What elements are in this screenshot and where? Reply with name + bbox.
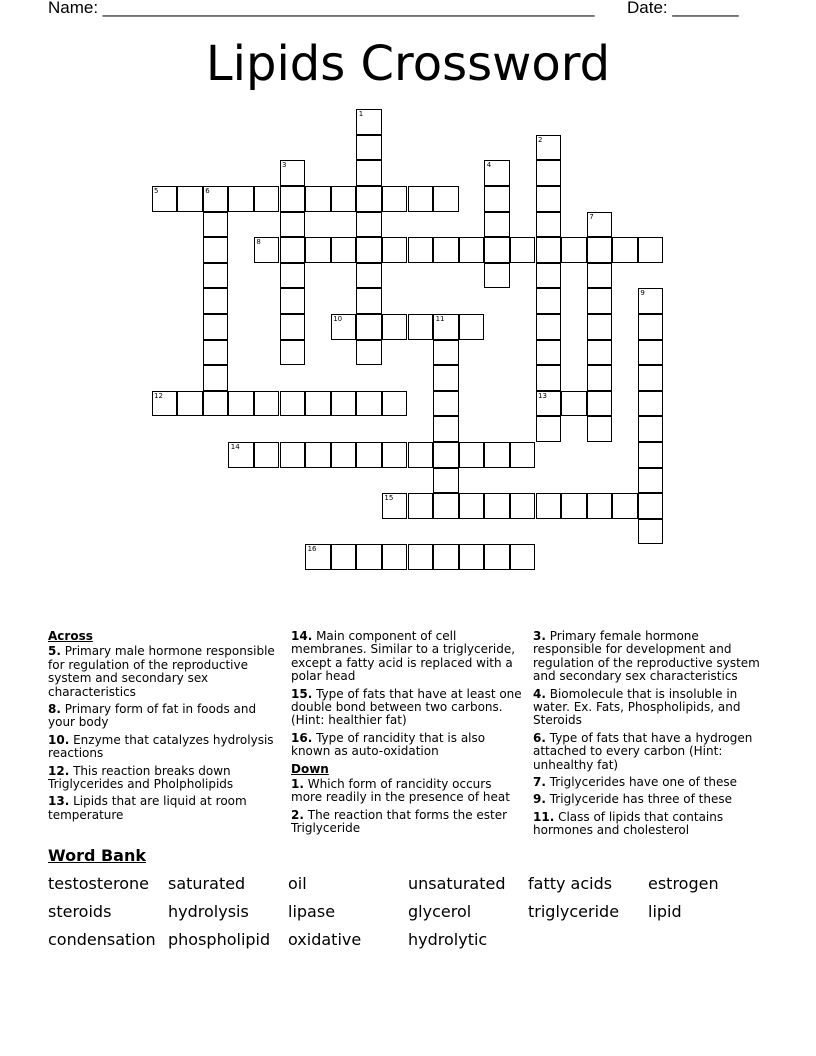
grid-cell[interactable]: [356, 135, 382, 161]
grid-cell[interactable]: [510, 493, 536, 519]
grid-cell[interactable]: [331, 391, 357, 417]
grid-cell[interactable]: [510, 237, 536, 263]
grid-cell[interactable]: [331, 544, 357, 570]
clue-item-text: Enzyme that catalyzes hydrolysis reactions: [48, 732, 274, 761]
name-field-label: Name: ____________________________________________________: [48, 0, 595, 17]
grid-cell[interactable]: [459, 442, 485, 468]
clue-item-text: Class of lipids that contains hormones and cholesterol: [533, 809, 724, 838]
clue-item-number: 8.: [48, 702, 61, 717]
grid-cell[interactable]: [203, 391, 229, 417]
grid-cell[interactable]: [484, 212, 510, 238]
grid-cell[interactable]: [638, 519, 664, 545]
word-bank-item: unsaturated: [408, 874, 506, 893]
grid-cell[interactable]: [203, 237, 229, 263]
grid-cell[interactable]: [382, 186, 408, 212]
grid-cell[interactable]: [280, 288, 306, 314]
grid-cell[interactable]: [587, 237, 613, 263]
grid-cell[interactable]: [408, 493, 434, 519]
clues-column-1: [48, 630, 280, 826]
grid-cell[interactable]: [356, 212, 382, 238]
grid-cell[interactable]: [638, 493, 664, 519]
clue-item-number: 13.: [48, 794, 70, 809]
clue-item: [533, 776, 765, 789]
across-heading: Across: [48, 629, 93, 643]
clue-number: 8: [256, 238, 261, 247]
grid-cell[interactable]: [305, 391, 331, 417]
grid-cell[interactable]: [356, 237, 382, 263]
clue-number: 2: [538, 135, 543, 144]
grid-cell[interactable]: [433, 468, 459, 494]
grid-cell[interactable]: [536, 160, 562, 186]
page-title: Lipids Crossword: [205, 36, 611, 92]
clue-number: 9: [640, 289, 645, 298]
grid-cell[interactable]: [638, 340, 664, 366]
clue-number: 4: [486, 161, 492, 170]
grid-cell[interactable]: [433, 391, 459, 417]
clue-number: 14: [230, 443, 240, 451]
grid-cell[interactable]: [408, 442, 434, 468]
grid-cell[interactable]: [561, 493, 587, 519]
grid-cell[interactable]: [638, 391, 664, 417]
clue-number: 5: [154, 187, 159, 195]
grid-cell[interactable]: [254, 442, 280, 468]
grid-cell[interactable]: [382, 442, 408, 468]
word-bank-item: glycerol: [408, 902, 472, 921]
grid-cell[interactable]: [433, 365, 459, 391]
clue-number: 16: [307, 545, 317, 554]
word-bank-item: lipase: [288, 902, 336, 921]
grid-cell[interactable]: [433, 186, 459, 212]
clue-item-number: 14.: [291, 629, 313, 643]
grid-cell[interactable]: [203, 212, 229, 238]
grid-cell[interactable]: [536, 314, 562, 340]
clue-item: [533, 793, 765, 806]
grid-cell[interactable]: [408, 237, 434, 263]
grid-cell[interactable]: [433, 493, 459, 519]
grid-cell[interactable]: [587, 493, 613, 519]
grid-cell[interactable]: [638, 416, 664, 442]
clue-item-number: 7.: [533, 775, 546, 790]
clue-item-text: Type of fats that have a hydrogen attached to every carbon (Hint: unhealthy fat): [533, 730, 753, 772]
clue-item-text: Primary female hormone responsible for development and regulation of the reproductive system and secondary sex characteristics: [533, 629, 760, 684]
grid-cell[interactable]: [587, 416, 613, 442]
grid-cell[interactable]: [280, 160, 306, 186]
grid-cell[interactable]: [459, 493, 485, 519]
grid-cell[interactable]: [331, 237, 357, 263]
clue-number: 15: [384, 494, 394, 503]
grid-cell[interactable]: [638, 365, 664, 391]
grid-cell[interactable]: [433, 314, 459, 340]
grid-cell[interactable]: [203, 263, 229, 289]
grid-cell[interactable]: [356, 109, 382, 135]
clue-item-number: 3.: [533, 629, 546, 643]
grid-cell[interactable]: [228, 442, 254, 468]
clue-item-number: 5.: [48, 644, 61, 659]
clue-item-text: Triglycerides have one of these: [545, 775, 738, 790]
clue-number: 6: [205, 187, 210, 195]
grid-cell[interactable]: [536, 365, 562, 391]
grid-cell[interactable]: [536, 340, 562, 366]
grid-cell[interactable]: [356, 288, 382, 314]
clue-item: [533, 630, 765, 684]
clue-item-number: 15.: [291, 686, 313, 701]
clue-item-text: Lipids that are liquid at room temperature: [48, 794, 247, 822]
clue-item-text: Triglyceride has three of these: [545, 792, 732, 807]
word-bank-item: oil: [288, 874, 307, 893]
grid-cell[interactable]: [305, 544, 331, 570]
down-heading: Down: [291, 761, 329, 776]
grid-cell[interactable]: [484, 544, 510, 570]
clue-number: 12: [154, 391, 163, 400]
clue-item: [48, 645, 280, 699]
grid-cell[interactable]: [433, 237, 459, 263]
clue-item: [533, 811, 765, 838]
word-bank-item: phospholipid: [168, 930, 271, 949]
grid-cell[interactable]: [587, 391, 613, 417]
grid-cell[interactable]: [254, 186, 280, 212]
clue-item-number: 11.: [533, 809, 555, 824]
clue-item-number: 9.: [533, 792, 546, 807]
clue-item-text: Which form of rancidity occurs more readily in the presence of heat: [291, 777, 510, 805]
grid-cell[interactable]: [408, 314, 434, 340]
grid-cell[interactable]: [280, 442, 306, 468]
grid-cell[interactable]: [638, 288, 664, 314]
grid-cell[interactable]: [356, 544, 382, 570]
clue-item-number: 2.: [291, 807, 304, 822]
grid-cell[interactable]: [203, 314, 229, 340]
grid-cell[interactable]: [536, 212, 562, 238]
clue-item: [48, 795, 280, 822]
grid-cell[interactable]: [587, 212, 613, 238]
grid-cell[interactable]: [228, 186, 254, 212]
clue-item: [291, 778, 523, 805]
clue-item-number: 16.: [291, 730, 313, 745]
word-bank-item: oxidative: [288, 930, 362, 949]
grid-cell[interactable]: [459, 544, 485, 570]
grid-cell[interactable]: [280, 391, 306, 417]
clue-item-text: Biomolecule that is insoluble in water. Ex. Fats, Phospholipids, and Steroids: [533, 686, 741, 728]
clue-item-text: Type of rancidity that is also known as auto-oxidation: [291, 730, 486, 759]
clue-item-number: 4.: [533, 686, 546, 701]
clue-number: 3: [282, 161, 287, 170]
word-bank-item: testosterone: [48, 874, 149, 893]
grid-cell[interactable]: [433, 442, 459, 468]
clue-item-text: Type of fats that have at least one double bond between two carbons. (Hint: healthier fat): [291, 686, 522, 728]
grid-cell[interactable]: [331, 314, 357, 340]
grid-cell[interactable]: [587, 340, 613, 366]
grid-cell[interactable]: [280, 186, 306, 212]
clue-item-text: Primary male hormone responsible for regulation of the reproductive system and secondary sex characteristics: [48, 644, 275, 699]
grid-cell[interactable]: [177, 391, 203, 417]
grid-cell[interactable]: [536, 416, 562, 442]
word-bank-item: hydrolysis: [168, 902, 249, 921]
grid-cell[interactable]: [305, 237, 331, 263]
grid-cell[interactable]: [254, 391, 280, 417]
grid-cell[interactable]: [638, 442, 664, 468]
grid-cell[interactable]: [356, 340, 382, 366]
grid-cell[interactable]: [356, 391, 382, 417]
grid-cell[interactable]: [638, 237, 664, 263]
clue-number: 10: [333, 315, 343, 323]
grid-cell[interactable]: [356, 442, 382, 468]
grid-cell[interactable]: [510, 544, 536, 570]
grid-cell[interactable]: [536, 186, 562, 212]
grid-cell[interactable]: [484, 160, 510, 186]
grid-cell[interactable]: [280, 263, 306, 289]
grid-cell[interactable]: [408, 186, 434, 212]
grid-cell[interactable]: [536, 263, 562, 289]
grid-cell[interactable]: [382, 314, 408, 340]
grid-cell[interactable]: [356, 186, 382, 212]
grid-cell[interactable]: [331, 186, 357, 212]
grid-cell[interactable]: [536, 237, 562, 263]
clue-item: [48, 765, 280, 792]
clue-item: [48, 734, 280, 761]
clues-column-3: [533, 630, 765, 842]
word-bank-item: condensation: [48, 930, 156, 949]
clue-item: [533, 688, 765, 728]
grid-cell[interactable]: [536, 135, 562, 161]
grid-cell[interactable]: [203, 186, 229, 212]
grid-cell[interactable]: [484, 186, 510, 212]
grid-cell[interactable]: [228, 391, 254, 417]
grid-cell[interactable]: [408, 544, 434, 570]
clue-item: [291, 630, 523, 684]
clue-number: 7: [589, 212, 594, 221]
grid-cell[interactable]: [305, 186, 331, 212]
grid-cell[interactable]: [280, 237, 306, 263]
word-bank-title: Word Bank: [48, 846, 147, 865]
grid-cell[interactable]: [305, 442, 331, 468]
clue-item-text: The reaction that forms the ester Triglyceride: [291, 807, 508, 836]
grid-cell[interactable]: [382, 544, 408, 570]
word-bank-item: saturated: [168, 874, 246, 893]
grid-cell[interactable]: [382, 391, 408, 417]
clue-item: [533, 732, 765, 772]
grid-cell[interactable]: [152, 391, 178, 417]
clue-item-text: This reaction breaks down Triglycerides and Pholpholipids: [48, 763, 234, 792]
grid-cell[interactable]: [612, 493, 638, 519]
grid-cell[interactable]: [612, 237, 638, 263]
clue-number: 13: [538, 391, 547, 400]
grid-cell[interactable]: [536, 288, 562, 314]
clue-item-number: 12.: [48, 763, 70, 778]
clue-item-text: Primary form of fat in foods and your body: [48, 702, 257, 730]
grid-cell[interactable]: [510, 442, 536, 468]
grid-cell[interactable]: [382, 237, 408, 263]
grid-cell[interactable]: [459, 314, 485, 340]
clue-item: [291, 732, 523, 759]
word-bank-item: triglyceride: [528, 902, 620, 921]
grid-cell[interactable]: [280, 314, 306, 340]
clue-number: 1: [358, 110, 364, 119]
grid-cell[interactable]: [536, 493, 562, 519]
grid-cell[interactable]: [331, 442, 357, 468]
grid-cell[interactable]: [433, 544, 459, 570]
clue-item-number: 1.: [291, 777, 304, 792]
grid-cell[interactable]: [433, 416, 459, 442]
date-field-label: Date: _______: [627, 0, 739, 17]
grid-cell[interactable]: [638, 468, 664, 494]
grid-cell[interactable]: [484, 263, 510, 289]
grid-cell[interactable]: [587, 288, 613, 314]
clue-item-number: 10.: [48, 732, 70, 747]
grid-cell[interactable]: [254, 237, 280, 263]
clue-number: 11: [435, 315, 445, 323]
clue-item-text: Main component of cell membranes. Similar to a triglyceride, except a fatty acid is replaced with a polar head: [291, 629, 516, 684]
grid-cell[interactable]: [382, 493, 408, 519]
grid-cell[interactable]: [561, 237, 587, 263]
clue-item-number: 6.: [533, 730, 546, 745]
grid-cell[interactable]: [280, 340, 306, 366]
grid-cell[interactable]: [152, 186, 178, 212]
clue-item: [291, 688, 523, 728]
grid-cell[interactable]: [561, 391, 587, 417]
grid-cell[interactable]: [177, 186, 203, 212]
grid-cell[interactable]: [203, 365, 229, 391]
word-bank-item: hydrolytic: [408, 930, 488, 949]
grid-cell[interactable]: [433, 340, 459, 366]
word-bank-item: steroids: [48, 902, 112, 921]
word-bank-item: lipid: [648, 902, 682, 921]
clue-item: [48, 703, 280, 730]
grid-cell[interactable]: [356, 314, 382, 340]
word-bank-item: fatty acids: [528, 874, 613, 893]
clue-item: [291, 809, 523, 836]
grid-cell[interactable]: [536, 391, 562, 417]
grid-cell[interactable]: [587, 365, 613, 391]
grid-cell[interactable]: [484, 237, 510, 263]
word-bank-item: estrogen: [648, 874, 719, 893]
grid-cell[interactable]: [484, 493, 510, 519]
grid-cell[interactable]: [356, 263, 382, 289]
grid-cell[interactable]: [203, 340, 229, 366]
grid-cell[interactable]: [356, 160, 382, 186]
grid-cell[interactable]: [459, 237, 485, 263]
grid-cell[interactable]: [484, 442, 510, 468]
grid-cell[interactable]: [638, 314, 664, 340]
grid-cell[interactable]: [587, 314, 613, 340]
grid-cell[interactable]: [587, 263, 613, 289]
grid-cell[interactable]: [203, 288, 229, 314]
clues-column-2: [291, 630, 523, 840]
grid-cell[interactable]: [280, 212, 306, 238]
